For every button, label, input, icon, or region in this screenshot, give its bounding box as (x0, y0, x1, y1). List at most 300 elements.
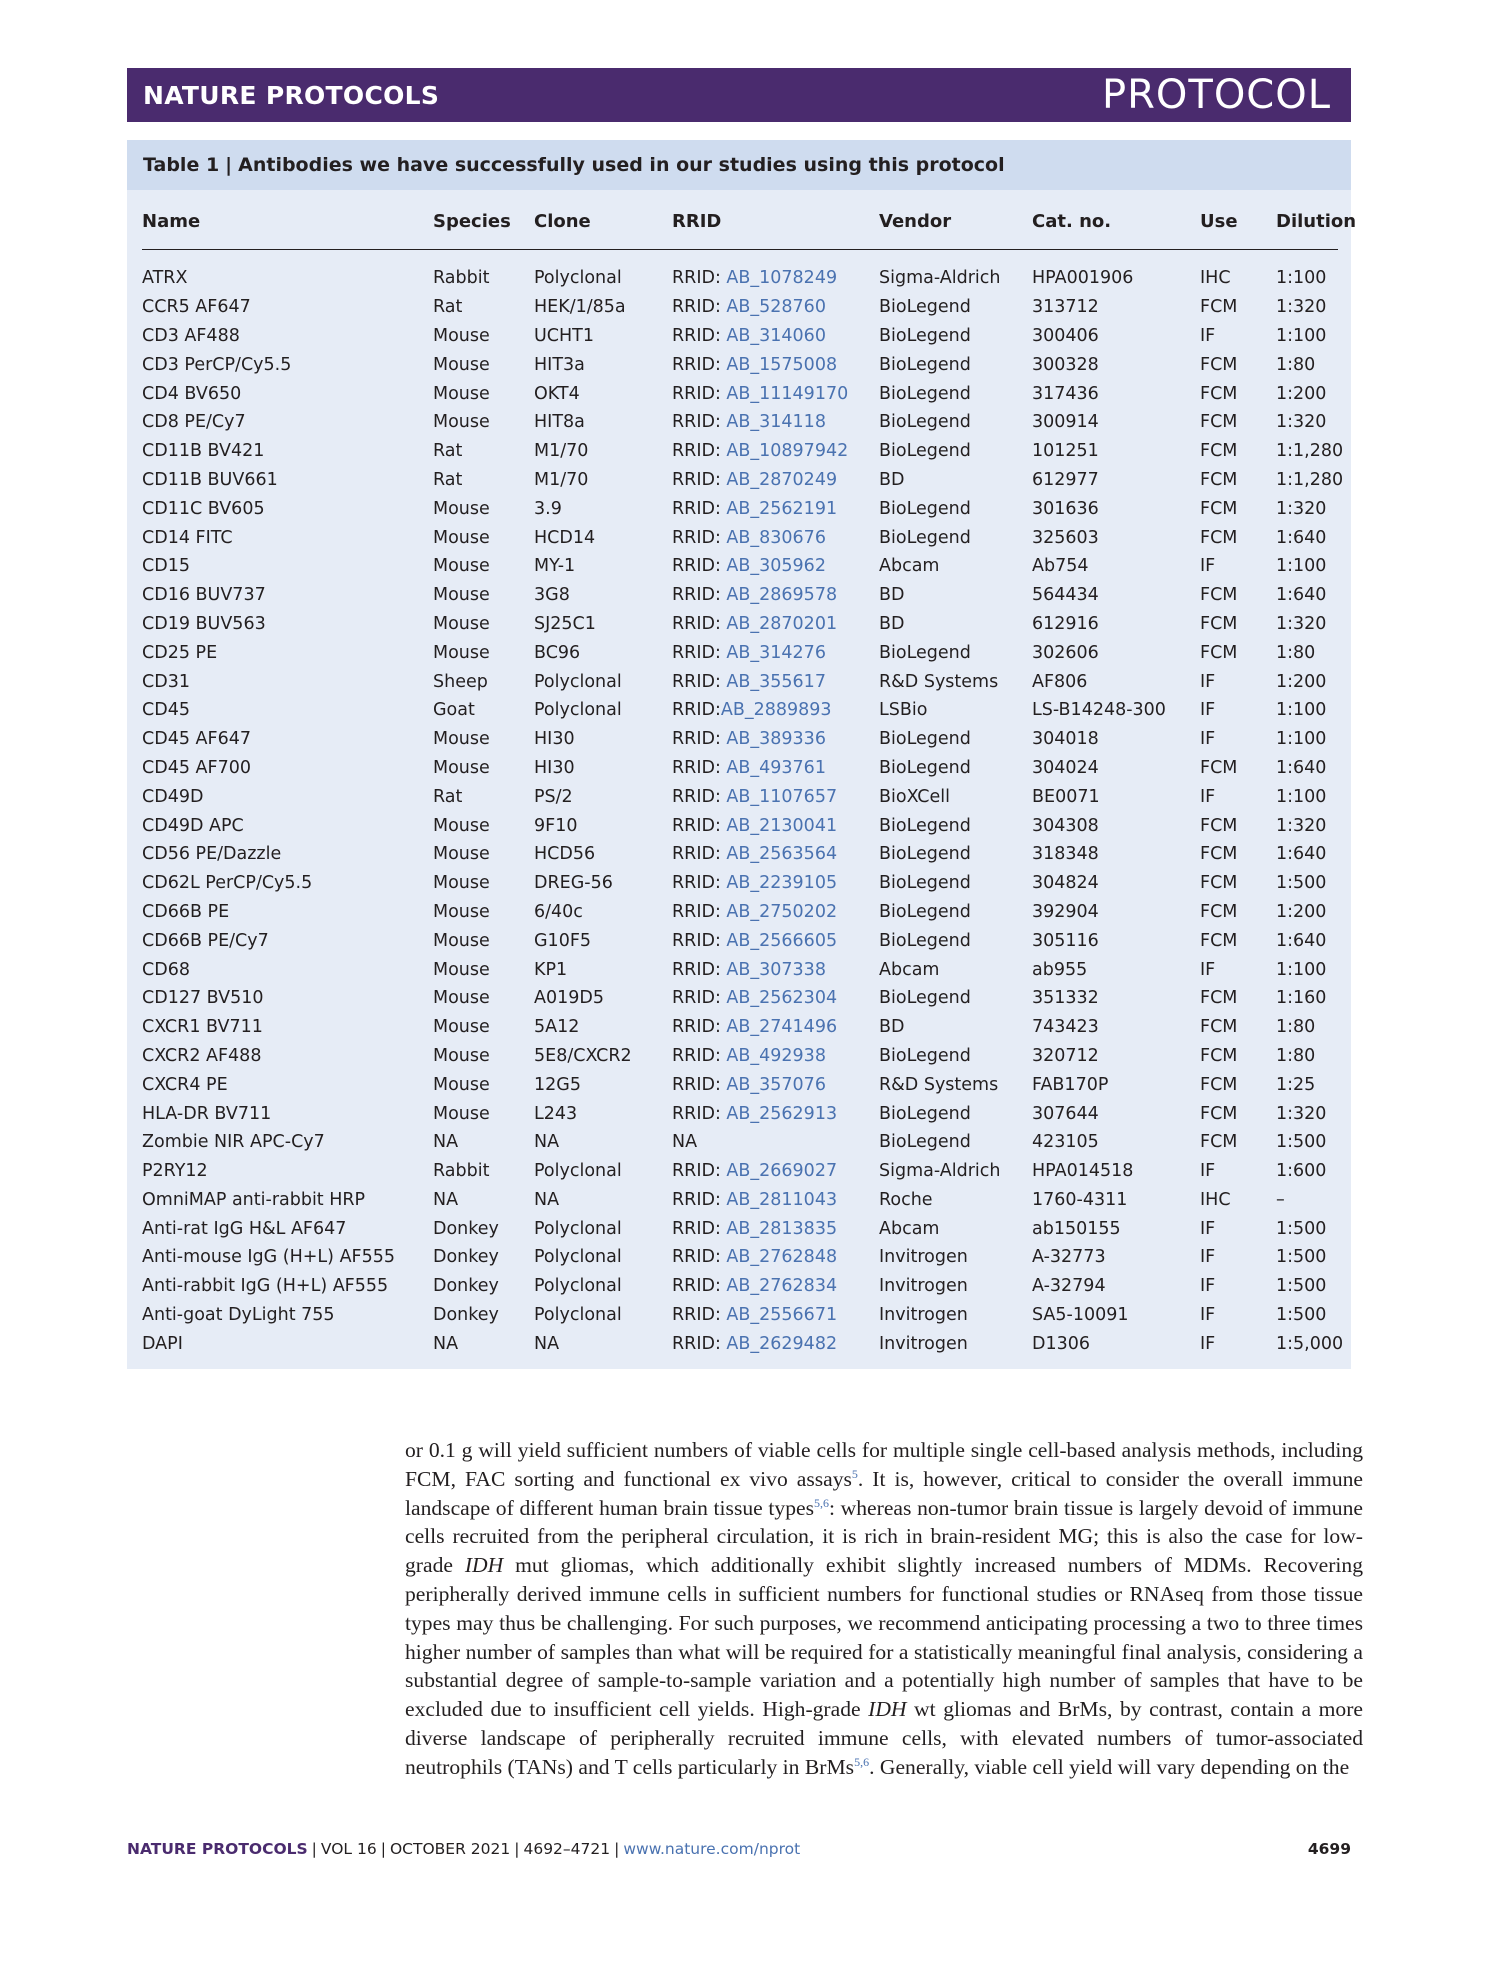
cell-use: FCM (1200, 901, 1238, 922)
page-footer (127, 1840, 1351, 1858)
cell-vendor: BioLegend (879, 729, 971, 750)
cell-species: Mouse (433, 1074, 490, 1095)
cell-clone: 5A12 (534, 1017, 580, 1038)
rrid-prefix: RRID: (672, 1189, 727, 1210)
cell-name: Anti-mouse IgG (H+L) AF555 (142, 1247, 396, 1268)
cell-use: FCM (1200, 1132, 1238, 1153)
cell-use: IF (1200, 325, 1216, 346)
cell-rrid (672, 494, 879, 523)
rrid-prefix: RRID: (672, 844, 727, 865)
rrid-link[interactable]: AB_2629482 (726, 1333, 838, 1354)
table-row (142, 1301, 1338, 1330)
rrid-prefix: RRID: (672, 1161, 727, 1182)
rrid-prefix: RRID: (672, 1103, 727, 1124)
cell-cat: Ab754 (1032, 556, 1089, 577)
cell-dilution: 1:500 (1276, 1305, 1327, 1326)
rrid-link[interactable]: AB_2762834 (726, 1276, 838, 1297)
cell-use: FCM (1200, 585, 1238, 606)
cell-use: FCM (1200, 297, 1238, 318)
cell-species: Mouse (433, 1045, 490, 1066)
cell-name: CXCR4 PE (142, 1074, 228, 1095)
cell-use: FCM (1200, 383, 1238, 404)
rrid-prefix: RRID: (672, 901, 727, 922)
rrid-prefix: RRID: (672, 268, 727, 289)
table-row (142, 379, 1338, 408)
rrid-prefix: RRID: (672, 930, 727, 951)
cell-use: FCM (1200, 1074, 1238, 1095)
cell-use: FCM (1200, 441, 1238, 462)
table-row (142, 293, 1338, 322)
cell-rrid (672, 264, 879, 293)
table-row (142, 322, 1338, 351)
cell-cat: ab150155 (1032, 1218, 1121, 1239)
cell-rrid (672, 725, 879, 754)
column-header-dilution: Dilution (1276, 190, 1338, 250)
rrid-prefix: RRID: (672, 757, 727, 778)
cell-dilution: 1:1,280 (1276, 441, 1344, 462)
antibody-table (142, 190, 1357, 1358)
cell-species: Rat (433, 441, 463, 462)
cell-cat: 101251 (1032, 441, 1099, 462)
cell-name: CD49D APC (142, 815, 244, 836)
cell-species: Mouse (433, 988, 490, 1009)
cell-dilution: 1:320 (1276, 498, 1327, 519)
cell-use: FCM (1200, 527, 1238, 548)
cell-rrid (672, 350, 879, 379)
cell-species: Mouse (433, 642, 490, 663)
footer-url-link[interactable]: www.nature.com/nprot (623, 1840, 801, 1858)
rrid-link[interactable]: AB_2562913 (726, 1103, 838, 1124)
cell-clone: HI30 (534, 757, 575, 778)
cell-dilution: 1:5,000 (1276, 1333, 1344, 1354)
table-title (127, 140, 1351, 190)
cell-clone: PS/2 (534, 786, 573, 807)
cell-rrid (672, 581, 879, 610)
cell-vendor: BioLegend (879, 930, 971, 951)
cell-name: CD66B PE/Cy7 (142, 930, 269, 951)
cell-dilution: 1:100 (1276, 700, 1327, 721)
footer-separator: | (614, 1840, 620, 1858)
cell-species: Donkey (433, 1305, 499, 1326)
rrid-prefix: RRID: (672, 412, 727, 433)
rrid-prefix: RRID: (672, 700, 721, 721)
cell-use: IF (1200, 1305, 1216, 1326)
rrid-link[interactable]: AB_307338 (726, 959, 826, 980)
rrid-link[interactable]: AB_314118 (726, 412, 826, 433)
cell-cat: 300914 (1032, 412, 1099, 433)
table-row (142, 667, 1338, 696)
cell-clone: Polyclonal (534, 1218, 622, 1239)
cell-rrid (672, 898, 879, 927)
rrid-link[interactable]: AB_1575008 (726, 354, 838, 375)
table-row (142, 898, 1338, 927)
cell-cat: 300406 (1032, 325, 1099, 346)
rrid-prefix: RRID: (672, 873, 727, 894)
cell-cat: 313712 (1032, 297, 1099, 318)
column-header-rrid: RRID (672, 190, 879, 250)
cell-rrid (672, 1099, 879, 1128)
rrid-link[interactable]: AB_2889893 (720, 700, 832, 721)
cell-species: Mouse (433, 354, 490, 375)
cell-use: IF (1200, 1218, 1216, 1239)
cell-vendor: BioLegend (879, 1103, 971, 1124)
rrid-prefix: RRID: (672, 354, 727, 375)
cell-clone: Polyclonal (534, 671, 622, 692)
cell-name: CD56 PE/Dazzle (142, 844, 282, 865)
cell-vendor: Invitrogen (879, 1247, 968, 1268)
rrid-link[interactable]: AB_1078249 (726, 268, 838, 289)
cell-cat: D1306 (1032, 1333, 1091, 1354)
rrid-prefix: RRID: (672, 585, 727, 606)
cell-name: CD4 BV650 (142, 383, 242, 404)
cell-rrid (672, 638, 879, 667)
rrid-link[interactable]: AB_2562304 (726, 988, 838, 1009)
table-row (142, 264, 1338, 293)
cell-dilution: 1:200 (1276, 901, 1327, 922)
cell-species: Mouse (433, 383, 490, 404)
cell-cat: A-32773 (1032, 1247, 1106, 1268)
rrid-link[interactable]: AB_355617 (726, 671, 826, 692)
cell-dilution: 1:640 (1276, 757, 1327, 778)
cell-clone: NA (534, 1189, 560, 1210)
cell-clone: M1/70 (534, 441, 589, 462)
cell-use: FCM (1200, 354, 1238, 375)
body-paragraph (405, 1436, 1363, 1782)
cell-species: Donkey (433, 1276, 499, 1297)
table-row (142, 466, 1338, 495)
cell-dilution: 1:640 (1276, 844, 1327, 865)
cell-cat: 743423 (1032, 1017, 1099, 1038)
rrid-link[interactable]: AB_2870249 (726, 469, 838, 490)
body-text-segment: mut gliomas, which additionally exhibit slightly increased numbers of MDMs. Recovering peripherally derived immune cells in sufficient numbers for functional studies or RNAseq from those tissue types may thus be challenging. For such purposes, we recommend anticipating processing a two to three times higher number of samples than what will be required for a statistically meaningful final analysis, considering a substantial degree of sample-to-sample variation and a potentially high number of samples that have to be excluded due to insufficient cell yields. High-grade (405, 1553, 1363, 1722)
citation-reference[interactable]: 5,6 (814, 1495, 829, 1510)
cell-rrid (672, 840, 879, 869)
cell-species: Mouse (433, 498, 490, 519)
cell-name: CD16 BUV737 (142, 585, 266, 606)
cell-name: CD14 FITC (142, 527, 233, 548)
cell-cat: 325603 (1032, 527, 1099, 548)
cell-use: IF (1200, 959, 1216, 980)
table-row (142, 696, 1338, 725)
rrid-link[interactable]: AB_305962 (726, 556, 826, 577)
cell-use: IF (1200, 700, 1216, 721)
rrid-prefix: RRID: (672, 556, 727, 577)
cell-clone: 12G5 (534, 1074, 581, 1095)
rrid-link[interactable]: AB_2762848 (726, 1247, 838, 1268)
cell-species: Donkey (433, 1247, 499, 1268)
cell-cat: 305116 (1032, 930, 1099, 951)
rrid-link[interactable]: AB_314276 (726, 642, 826, 663)
table-row (142, 869, 1338, 898)
cell-dilution: 1:640 (1276, 527, 1327, 548)
column-header-cat-no: Cat. no. (1032, 190, 1200, 250)
cell-species: Mouse (433, 729, 490, 750)
cell-rrid (672, 523, 879, 552)
rrid-link[interactable]: AB_2563564 (726, 844, 838, 865)
cell-dilution: 1:320 (1276, 613, 1327, 634)
cell-clone: 6/40c (534, 901, 583, 922)
rrid-link[interactable]: AB_2562191 (726, 498, 838, 519)
footer-date: OCTOBER 2021 (389, 1840, 511, 1858)
rrid-link[interactable]: AB_11149170 (726, 383, 849, 404)
column-header-vendor: Vendor (879, 190, 1032, 250)
rrid-link[interactable]: AB_389336 (726, 729, 826, 750)
cell-species: NA (433, 1333, 459, 1354)
cell-cat: 1760-4311 (1032, 1189, 1128, 1210)
table-row (142, 1329, 1338, 1358)
cell-name: CD25 PE (142, 642, 218, 663)
cell-dilution: 1:200 (1276, 383, 1327, 404)
rrid-link[interactable]: AB_2870201 (726, 613, 838, 634)
footer-separator: | (380, 1840, 386, 1858)
cell-use: FCM (1200, 642, 1238, 663)
table-row (142, 350, 1338, 379)
table-body (142, 250, 1344, 1359)
cell-use: IF (1200, 786, 1216, 807)
cell-rrid (672, 811, 879, 840)
cell-clone: HI30 (534, 729, 575, 750)
rrid-link[interactable]: AB_2741496 (726, 1017, 838, 1038)
cell-use: FCM (1200, 498, 1238, 519)
cell-species: Rabbit (433, 1161, 490, 1182)
cell-cat: BE0071 (1032, 786, 1100, 807)
rrid-link[interactable]: AB_314060 (726, 325, 826, 346)
cell-rrid (672, 1301, 879, 1330)
cell-rrid (672, 610, 879, 639)
cell-cat: 392904 (1032, 901, 1099, 922)
cell-clone: Polyclonal (534, 1305, 622, 1326)
rrid-prefix: RRID: (672, 383, 727, 404)
cell-use: FCM (1200, 613, 1238, 634)
cell-clone: Polyclonal (534, 700, 622, 721)
table-row (142, 610, 1338, 639)
cell-dilution: 1:320 (1276, 412, 1327, 433)
cell-dilution: 1:1,280 (1276, 469, 1344, 490)
cell-clone: NA (534, 1333, 560, 1354)
cell-clone: 9F10 (534, 815, 578, 836)
cell-rrid (672, 1186, 879, 1215)
cell-vendor: Roche (879, 1189, 933, 1210)
cell-species: Rat (433, 469, 463, 490)
rrid-prefix: RRID: (672, 1305, 727, 1326)
cell-rrid (672, 322, 879, 351)
italic-term: IDH (868, 1697, 907, 1722)
cell-use: FCM (1200, 1103, 1238, 1124)
cell-vendor: BioXCell (879, 786, 950, 807)
cell-use: IHC (1200, 1189, 1231, 1210)
rrid-link[interactable]: AB_2556671 (726, 1305, 838, 1326)
rrid-link[interactable]: AB_830676 (726, 527, 826, 548)
cell-vendor: BioLegend (879, 383, 971, 404)
cell-name: CD11B BUV661 (142, 469, 278, 490)
cell-name: CD49D (142, 786, 204, 807)
cell-vendor: BioLegend (879, 412, 971, 433)
cell-cat: AF806 (1032, 671, 1088, 692)
cell-clone: G10F5 (534, 930, 592, 951)
cell-cat: FAB170P (1032, 1074, 1109, 1095)
rrid-link[interactable]: AB_1107657 (726, 786, 838, 807)
cell-use: FCM (1200, 412, 1238, 433)
cell-name: Anti-rat IgG H&L AF647 (142, 1218, 347, 1239)
column-header-use: Use (1200, 190, 1276, 250)
rrid-prefix: RRID: (672, 729, 727, 750)
cell-vendor: R&D Systems (879, 671, 999, 692)
cell-cat: 612977 (1032, 469, 1099, 490)
cell-clone: MY-1 (534, 556, 576, 577)
cell-vendor: BioLegend (879, 757, 971, 778)
footer-journal: NATURE PROTOCOLS (127, 1840, 308, 1858)
cell-cat: 612916 (1032, 613, 1099, 634)
cell-name: CD45 AF647 (142, 729, 251, 750)
rrid-prefix: RRID: (672, 469, 727, 490)
rrid-link[interactable]: AB_2869578 (726, 585, 838, 606)
rrid-link[interactable]: AB_493761 (726, 757, 826, 778)
cell-vendor: BioLegend (879, 441, 971, 462)
cell-name: CD127 BV510 (142, 988, 264, 1009)
table-row (142, 811, 1338, 840)
rrid-prefix: RRID: (672, 1218, 727, 1239)
cell-clone: KP1 (534, 959, 568, 980)
cell-rrid (672, 1070, 879, 1099)
cell-name: DAPI (142, 1333, 183, 1354)
rrid-link[interactable]: AB_2811043 (726, 1189, 838, 1210)
cell-dilution: – (1276, 1189, 1285, 1210)
rrid-link[interactable]: AB_2239105 (726, 873, 838, 894)
cell-use: FCM (1200, 1045, 1238, 1066)
cell-cat: 351332 (1032, 988, 1099, 1009)
cell-name: CCR5 AF647 (142, 297, 251, 318)
rrid-link[interactable]: AB_10897942 (726, 441, 849, 462)
cell-vendor: BioLegend (879, 815, 971, 836)
cell-dilution: 1:320 (1276, 815, 1327, 836)
cell-rrid (672, 466, 879, 495)
cell-cat: SA5-10091 (1032, 1305, 1129, 1326)
cell-name: CD15 (142, 556, 190, 577)
cell-cat: 423105 (1032, 1132, 1099, 1153)
rrid-prefix: RRID: (672, 1074, 727, 1095)
rrid-link[interactable]: AB_2750202 (726, 901, 838, 922)
cell-species: Rat (433, 786, 463, 807)
cell-species: Mouse (433, 815, 490, 836)
rrid-prefix: RRID: (672, 1333, 727, 1354)
cell-species: Mouse (433, 873, 490, 894)
cell-cat: 304824 (1032, 873, 1099, 894)
footer-citation (127, 1840, 800, 1858)
footer-separator: | (311, 1840, 317, 1858)
cell-use: FCM (1200, 1017, 1238, 1038)
cell-dilution: 1:100 (1276, 786, 1327, 807)
rrid-prefix: RRID: (672, 1247, 727, 1268)
rrid-link[interactable]: AB_528760 (726, 297, 826, 318)
cell-name: Zombie NIR APC-Cy7 (142, 1132, 325, 1153)
rrid-prefix: RRID: (672, 988, 727, 1009)
cell-name: HLA-DR BV711 (142, 1103, 272, 1124)
cell-vendor: BioLegend (879, 325, 971, 346)
cell-species: Mouse (433, 901, 490, 922)
cell-rrid (672, 1272, 879, 1301)
cell-species: Rabbit (433, 268, 490, 289)
cell-dilution: 1:80 (1276, 642, 1316, 663)
cell-species: Donkey (433, 1218, 499, 1239)
cell-vendor: BioLegend (879, 901, 971, 922)
rrid-prefix: RRID: (672, 1045, 727, 1066)
cell-rrid (672, 408, 879, 437)
cell-dilution: 1:100 (1276, 729, 1327, 750)
rrid-prefix: RRID: (672, 786, 727, 807)
cell-rrid (672, 926, 879, 955)
cell-clone: HCD14 (534, 527, 596, 548)
cell-species: Mouse (433, 1017, 490, 1038)
cell-rrid (672, 293, 879, 322)
cell-dilution: 1:320 (1276, 1103, 1327, 1124)
table-row (142, 552, 1338, 581)
cell-name: CD45 AF700 (142, 757, 251, 778)
cell-species: Mouse (433, 527, 490, 548)
cell-vendor: BD (879, 613, 905, 634)
rrid-link[interactable]: AB_2669027 (726, 1161, 838, 1182)
rrid-link[interactable]: AB_2130041 (726, 815, 838, 836)
cell-clone: HIT3a (534, 354, 585, 375)
cell-rrid (672, 696, 879, 725)
citation-reference[interactable]: 5,6 (854, 1754, 870, 1769)
footer-volume: VOL 16 (320, 1840, 377, 1858)
table-row (142, 523, 1338, 552)
rrid-prefix: RRID: (672, 527, 727, 548)
cell-species: Mouse (433, 556, 490, 577)
cell-cat: 302606 (1032, 642, 1099, 663)
rrid-prefix: RRID: (672, 498, 727, 519)
cell-vendor: BioLegend (879, 1045, 971, 1066)
rrid-prefix: RRID: (672, 1017, 727, 1038)
cell-cat: 318348 (1032, 844, 1099, 865)
cell-cat: HPA001906 (1032, 268, 1134, 289)
cell-cat: HPA014518 (1032, 1161, 1134, 1182)
cell-clone: HCD56 (534, 844, 596, 865)
cell-clone: BC96 (534, 642, 581, 663)
cell-vendor: BioLegend (879, 1132, 971, 1153)
cell-use: FCM (1200, 988, 1238, 1009)
page-number: 4699 (1307, 1840, 1351, 1858)
cell-name: CD66B PE (142, 901, 230, 922)
body-text-segment: wt gliomas and BrMs, by contrast, contain a more diverse landscape of peripherally recruited immune cells, with elevated numbers of tumor-associated neutrophils (TANs) and T cells particularly in BrMs (405, 1697, 1363, 1779)
cell-use: IHC (1200, 268, 1231, 289)
cell-name: CD3 AF488 (142, 325, 240, 346)
cell-species: Mouse (433, 844, 490, 865)
cell-use: FCM (1200, 844, 1238, 865)
column-header-clone: Clone (534, 190, 672, 250)
cell-cat: 320712 (1032, 1045, 1099, 1066)
body-text-segment: . Generally, viable cell yield will vary depending on the (869, 1754, 1350, 1779)
cell-species: Mouse (433, 930, 490, 951)
cell-dilution: 1:640 (1276, 585, 1327, 606)
table-row (142, 754, 1338, 783)
antibody-table-panel (127, 140, 1357, 1369)
cell-dilution: 1:500 (1276, 1218, 1327, 1239)
cell-clone: Polyclonal (534, 268, 622, 289)
cell-rrid (672, 1042, 879, 1071)
cell-cat: ab955 (1032, 959, 1088, 980)
rrid-link[interactable]: AB_357076 (726, 1074, 826, 1095)
table-row (142, 1070, 1338, 1099)
rrid-link[interactable]: AB_2566605 (726, 930, 838, 951)
citation-reference[interactable]: 5 (851, 1466, 858, 1481)
cell-use: IF (1200, 671, 1216, 692)
rrid-link[interactable]: AB_492938 (726, 1045, 826, 1066)
rrid-link[interactable]: AB_2813835 (726, 1218, 838, 1239)
cell-name: P2RY12 (142, 1161, 208, 1182)
cell-use: IF (1200, 556, 1216, 577)
cell-cat: A-32794 (1032, 1276, 1106, 1297)
